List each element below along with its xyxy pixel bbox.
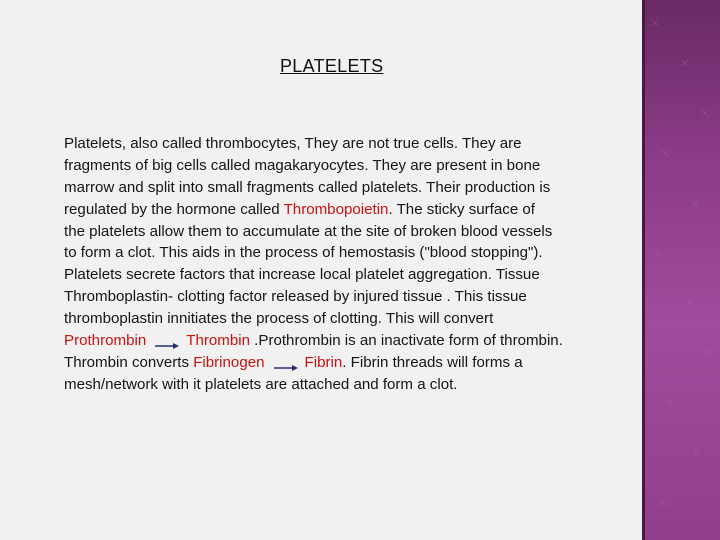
body-text-segment: Thrombin converts <box>64 353 194 371</box>
right-arrow-icon <box>273 357 299 367</box>
body-line <box>64 330 650 352</box>
right-arrow-icon <box>154 335 180 345</box>
term-fibrin: Fibrin <box>304 353 343 371</box>
body-line: Thromboplastin- clotting factor released by injured tissue . This tissue <box>64 288 527 306</box>
term-thrombin: Thrombin <box>186 332 250 350</box>
term-thrombopoietin: Thrombopoietin <box>283 200 389 218</box>
body-line: marrow and split into small fragments called platelets. Their production is <box>64 178 551 196</box>
body-line: Platelets secrete factors that increase local platelet aggregation. Tissue <box>64 266 540 284</box>
body-line: the platelets allow them to accumulate at the site of broken blood vessels <box>64 222 553 240</box>
term-prothrombin: Prothrombin <box>64 332 147 350</box>
decorative-side-panel <box>642 0 720 540</box>
body-line <box>64 352 650 374</box>
panel-pattern <box>642 0 720 540</box>
body-line: to form a clot. This aids in the process of hemostasis ("blood stopping"). <box>64 244 543 262</box>
body-line: mesh/network with it platelets are attached and form a clot. <box>64 375 458 393</box>
term-fibrinogen: Fibrinogen <box>193 353 265 371</box>
body-line <box>64 199 650 221</box>
body-text-segment: .Prothrombin is an inactivate form of thrombin. <box>249 332 563 350</box>
body-text-segment: . The sticky surface of <box>388 200 535 218</box>
body-text-segment: . Fibrin threads will forms a <box>342 353 523 371</box>
body-line: thromboplastin innitiates the process of clotting. This will convert <box>64 310 494 328</box>
body-line: fragments of big cells called magakaryocytes. They are present in bone <box>64 156 541 174</box>
body-text-segment: regulated by the hormone called <box>64 200 284 218</box>
slide-title: PLATELETS <box>280 56 384 76</box>
body-line: Platelets, also called thrombocytes, They are not true cells. They are <box>64 135 522 152</box>
slide-body <box>64 133 650 396</box>
